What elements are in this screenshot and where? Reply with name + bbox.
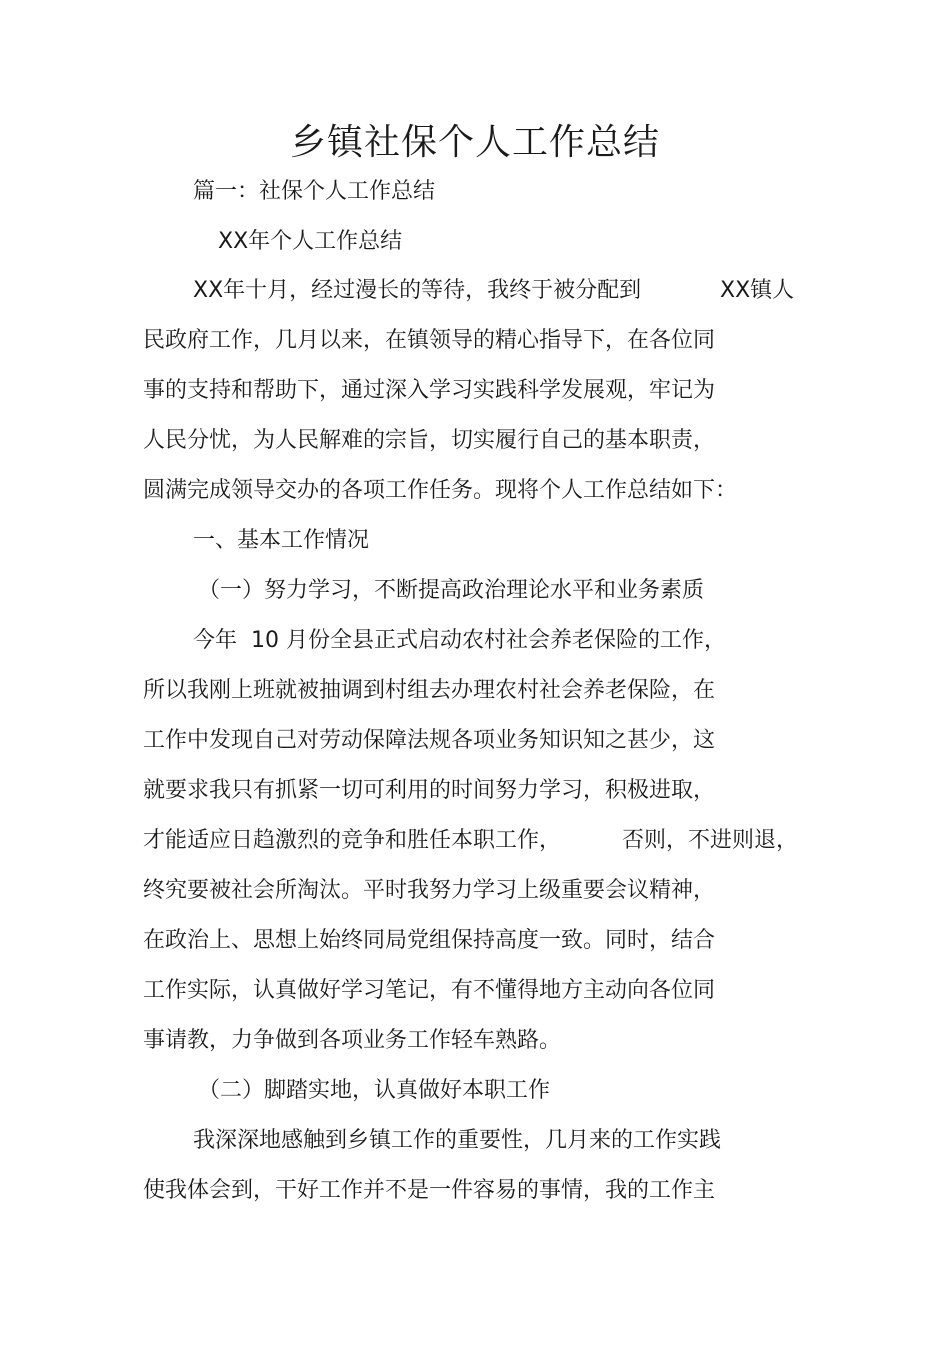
subsection-heading: （二）脚踏实地，认真做好本职工作 — [198, 1078, 551, 1103]
paragraph-line: 在政治上、思想上始终同局党组保持高度一致。同时，结合 — [143, 928, 716, 953]
section-heading: 篇一：社保个人工作总结 — [193, 179, 436, 204]
paragraph-line: 才能适应日趋激烈的竞争和胜任本职工作， — [143, 828, 562, 853]
paragraph-line: 事的支持和帮助下，通过深入学习实践科学发展观，牢记为 — [143, 378, 716, 403]
paragraph-line: 就要求我只有抓紧一切可利用的时间努力学习，积极进取， — [143, 778, 716, 803]
paragraph-line: 人民分忧，为人民解难的宗旨，切实履行自己的基本职责， — [143, 428, 716, 453]
subsection-heading: （一）努力学习，不断提高政治理论水平和业务素质 — [198, 578, 705, 603]
paragraph-line: 工作中发现自己对劳动保障法规各项业务知识知之甚少，这 — [143, 728, 716, 753]
paragraph-line: 终究要被社会所淘汰。平时我努力学习上级重要会议精神， — [143, 878, 716, 903]
paragraph-line: 否则，不进则退， — [622, 828, 799, 853]
section-heading: 一、基本工作情况 — [193, 528, 370, 553]
document-title: 乡镇社保个人工作总结 — [289, 122, 660, 163]
paragraph-line: 民政府工作，几月以来，在镇领导的精心指导下，在各位同 — [143, 328, 716, 353]
paragraph-line: XX年十月，经过漫长的等待，我终于被分配到 — [193, 278, 642, 303]
paragraph-line: 所以我刚上班就被抽调到村组去办理农村社会养老保险，在 — [143, 678, 716, 703]
paragraph-line: 今年 10 月份全县正式启动农村社会养老保险的工作， — [193, 628, 726, 653]
paragraph-line: 事请教，力争做到各项业务工作轻车熟路。 — [143, 1028, 562, 1053]
paragraph-line: 工作实际，认真做好学习笔记，有不懂得地方主动向各位同 — [143, 978, 716, 1003]
paragraph-line: 圆满完成领导交办的各项工作任务。现将个人工作总结如下： — [143, 478, 738, 503]
subtitle: XX年个人工作总结 — [218, 229, 403, 254]
paragraph-line: XX镇人 — [720, 278, 795, 303]
paragraph-line: 我深深地感触到乡镇工作的重要性，几月来的工作实践 — [193, 1128, 722, 1153]
paragraph-line: 使我体会到，干好工作并不是一件容易的事情，我的工作主 — [143, 1178, 716, 1203]
